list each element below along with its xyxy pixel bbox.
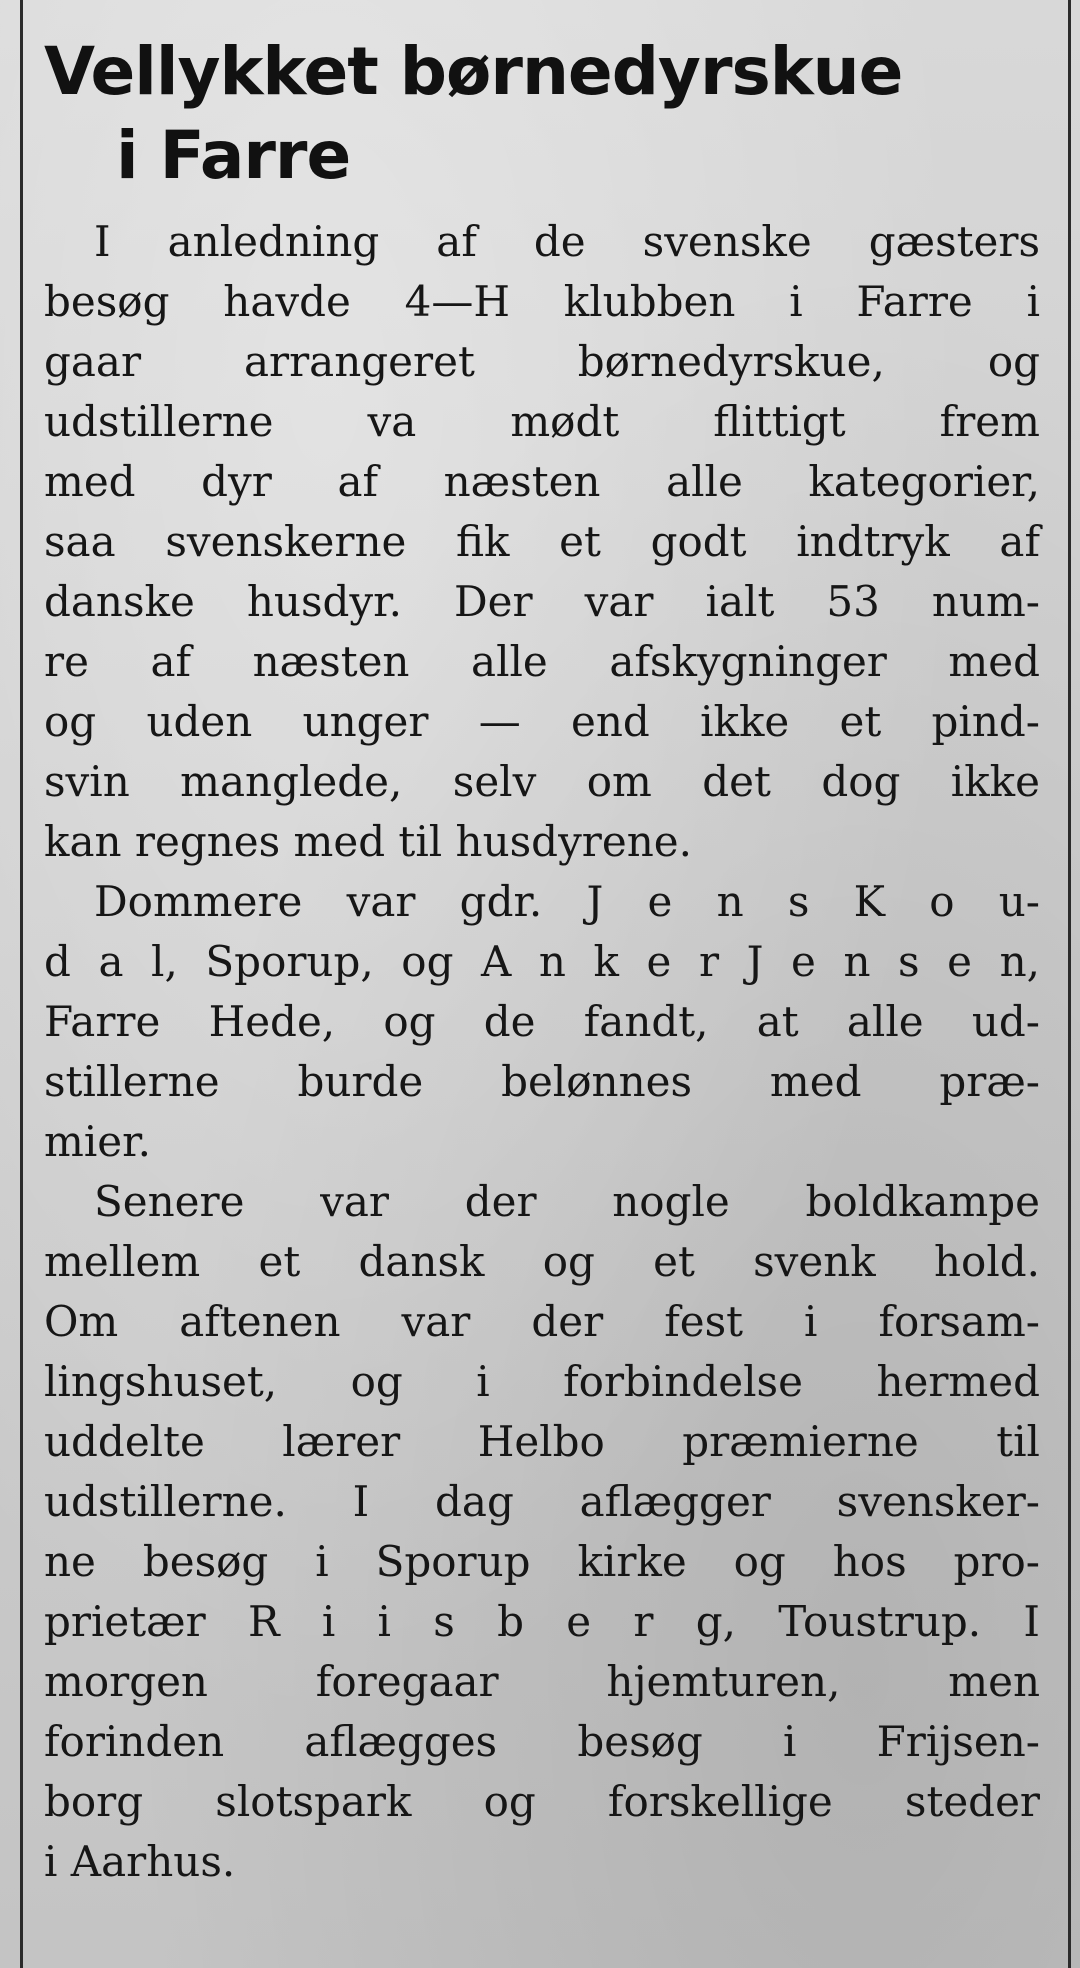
text-line: i Aarhus. xyxy=(44,1837,236,1886)
paragraph-2 xyxy=(44,872,1040,1172)
column-rule-right xyxy=(1068,0,1071,1968)
text-line: Om aftenen var der fest i forsam- xyxy=(44,1297,1040,1346)
text-line: lingshuset, og i forbindelse hermed xyxy=(44,1357,1040,1406)
text-line: d a l, Sporup, og A n k e r J e n s e n, xyxy=(44,937,1040,986)
text-line: gaar arrangeret børnedyrskue, og xyxy=(44,337,1040,386)
text-line: ne besøg i Sporup kirke og hos pro- xyxy=(44,1537,1040,1586)
headline xyxy=(44,30,1040,198)
paragraph-1 xyxy=(44,212,1040,872)
text-line: kan regnes med til husdyrene. xyxy=(44,817,692,866)
text-line: mier. xyxy=(44,1117,151,1166)
column-rule-left xyxy=(20,0,23,1968)
article-body xyxy=(44,212,1040,1892)
text-line: mellem et dansk og et svenk hold. xyxy=(44,1237,1040,1286)
text-line: re af næsten alle afskygninger med xyxy=(44,637,1040,686)
text-line: svin manglede, selv om det dog ikke xyxy=(44,757,1040,806)
text-line: uddelte lærer Helbo præmierne til xyxy=(44,1417,1040,1466)
article xyxy=(44,30,1040,1892)
text-line: udstillerne va mødt flittigt frem xyxy=(44,397,1040,446)
text-line: og uden unger — end ikke et pind- xyxy=(44,697,1040,746)
headline-line-1: Vellykket børnedyrskue xyxy=(44,33,903,110)
text-line: Farre Hede, og de fandt, at alle ud- xyxy=(44,997,1040,1046)
paragraph-3 xyxy=(44,1172,1040,1892)
text-line: borg slotspark og forskellige steder xyxy=(44,1777,1040,1826)
text-line: udstillerne. I dag aflægger svensker- xyxy=(44,1477,1040,1526)
text-line: morgen foregaar hjemturen, men xyxy=(44,1657,1040,1706)
text-line: Senere var der nogle boldkampe xyxy=(94,1177,1040,1226)
headline-line-2: i Farre xyxy=(116,117,351,194)
text-line: I anledning af de svenske gæsters xyxy=(94,217,1040,266)
text-line: forinden aflægges besøg i Frijsen- xyxy=(44,1717,1040,1766)
text-line: Dommere var gdr. J e n s K o u- xyxy=(94,877,1040,926)
text-line: saa svenskerne fik et godt indtryk af xyxy=(44,517,1040,566)
text-line: besøg havde 4—H klubben i Farre i xyxy=(44,277,1040,326)
text-line: stillerne burde belønnes med præ- xyxy=(44,1057,1040,1106)
text-line: prietær R i i s b e r g, Toustrup. I xyxy=(44,1597,1040,1646)
text-line: danske husdyr. Der var ialt 53 num- xyxy=(44,577,1040,626)
text-line: med dyr af næsten alle kategorier, xyxy=(44,457,1040,506)
